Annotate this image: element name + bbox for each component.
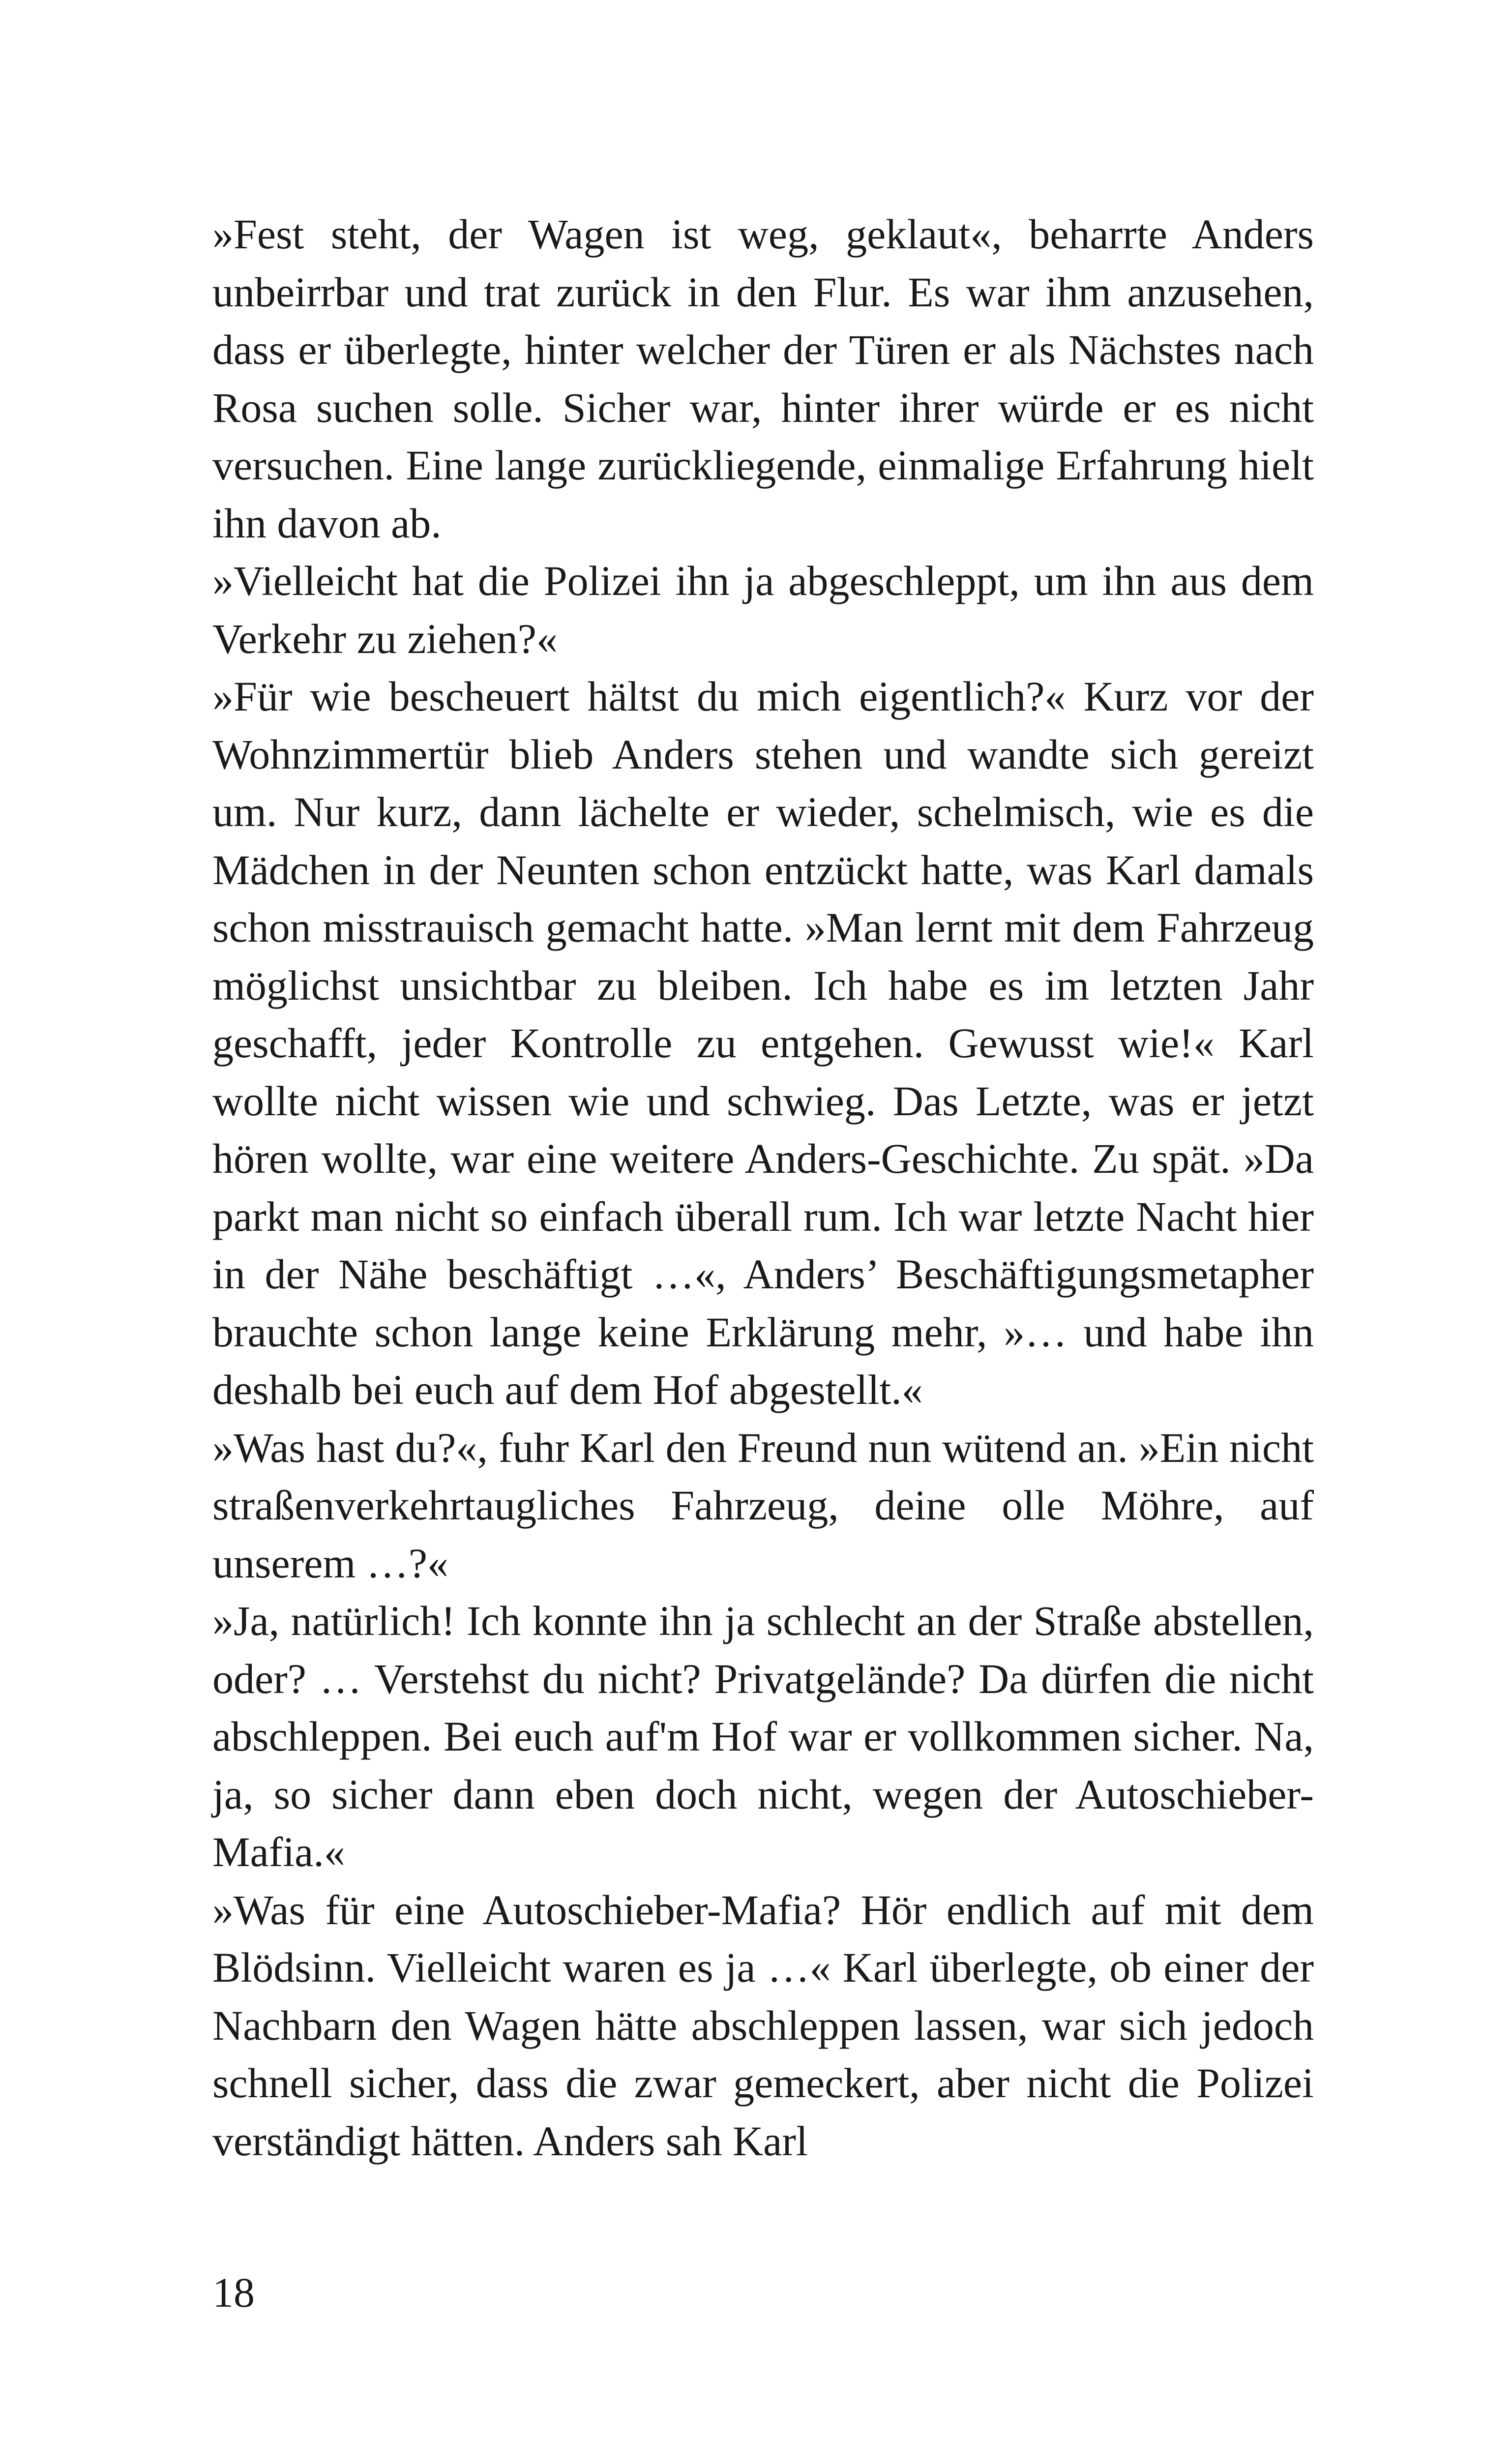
page-number: 18 (212, 2269, 255, 2316)
paragraph: »Was für eine Autoschieber-Mafia? Hör endlich auf mit dem Blödsinn. Vielleicht waren es ja …« Karl überlegte, ob einer der Nachbarn den Wagen hätte abschleppen lassen, war sich jedoch schnell sicher, dass die zwar gemeckert, aber nicht die Polizei verständigt hätten. Anders sah Karl (212, 1886, 1314, 2165)
paragraph: »Für wie bescheuert hältst du mich eigentlich?« Kurz vor der Wohnzimmertür blieb Anders stehen und wandte sich gereizt um. Nur kurz, dann lächelte er wieder, schelmisch, wie es die Mädchen in der Neunten schon entzückt hatte, was Karl damals schon misstrauisch gemacht hatte. »Man lernt mit dem Fahrzeug möglichst unsichtbar zu bleiben. Ich habe es im letzten Jahr geschafft, jeder Kontrolle zu entgehen. Gewusst wie!« Karl wollte nicht wissen wie und schwieg. Das Letzte, was er jetzt hören wollte, war eine weitere Anders-Geschichte. Zu spät. »Da parkt man nicht so einfach überall rum. Ich war letzte Nacht hier in der Nähe beschäftigt …«, Anders’ Beschäftigungsmetapher brauchte schon lange keine Erklärung mehr, »… und habe ihn deshalb bei euch auf dem Hof abgestellt.« (212, 673, 1314, 1413)
paragraph: »Ja, natürlich! Ich konnte ihn ja schlecht an der Straße abstellen, oder? … Verstehst du nicht? Privatgelände? Da dürfen die nicht abschleppen. Bei euch auf'm Hof war er vollkommen sicher. Na, ja, so sicher dann eben doch nicht, wegen der Autoschieber-Mafia.« (212, 1597, 1314, 1875)
body-text (212, 206, 1314, 2170)
paragraph: »Fest steht, der Wagen ist weg, geklaut«, beharrte Anders unbeirrbar und trat zurück in den Flur. Es war ihm anzusehen, dass er überlegte, hinter welcher der Türen er als Nächstes nach Rosa suchen solle. Sicher war, hinter ihrer würde er es nicht versuchen. Eine lange zurückliegende, einmalige Erfahrung hielt ihn davon ab. (212, 210, 1314, 547)
paragraph: »Was hast du?«, fuhr Karl den Freund nun wütend an. »Ein nicht straßenverkehrtaugliches Fahrzeug, deine olle Möhre, auf unserem …?« (212, 1424, 1314, 1587)
paragraph: »Vielleicht hat die Polizei ihn ja abgeschleppt, um ihn aus dem Verkehr zu ziehen?« (212, 557, 1314, 662)
